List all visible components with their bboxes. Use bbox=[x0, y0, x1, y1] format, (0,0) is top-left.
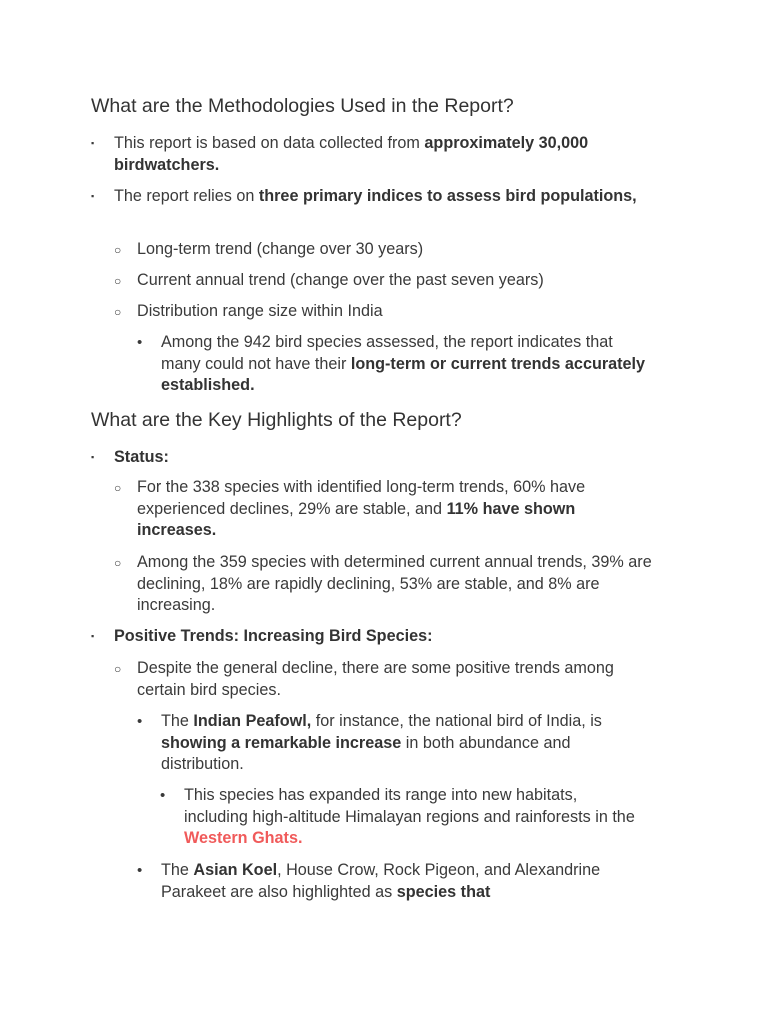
list-item-range-expansion: • This species has expanded its range into new habitats, including high-altitude Himalayan regions and rainforests in the Western Ghats. bbox=[160, 786, 635, 848]
dot-bullet-icon: • bbox=[160, 787, 166, 804]
square-bullet-icon: ▪ bbox=[91, 452, 95, 462]
dot-bullet-icon: • bbox=[137, 862, 143, 879]
square-bullet-icon: ▪ bbox=[91, 191, 95, 201]
circle-bullet-icon: ○ bbox=[114, 305, 122, 319]
list-item-data-source: ▪ This report is based on data collected from approximately 30,000 birdwatchers. bbox=[91, 134, 589, 174]
square-bullet-icon: ▪ bbox=[91, 631, 95, 641]
circle-bullet-icon: ○ bbox=[114, 243, 122, 257]
list-item-indices: ▪ The report relies on three primary indices to assess bird populations, bbox=[91, 186, 654, 208]
circle-bullet-icon: ○ bbox=[114, 274, 122, 288]
heading-highlights: What are the Key Highlights of the Report? bbox=[91, 409, 462, 431]
list-item-positive-trends: ▪ Positive Trends: Increasing Bird Species: bbox=[91, 626, 654, 648]
list-item-general-decline: ○ Despite the general decline, there are some positive trends among certain bird species. bbox=[114, 659, 614, 699]
dot-bullet-icon: • bbox=[137, 713, 143, 730]
circle-bullet-icon: ○ bbox=[114, 556, 122, 570]
list-item-distribution-range: ○ Distribution range size within India bbox=[114, 301, 652, 323]
list-item-species-assessed: • Among the 942 bird species assessed, the report indicates that many could not have their long-term or current trends accurately established. bbox=[137, 333, 646, 395]
list-item-indian-peafowl: • The Indian Peafowl, for instance, the national bird of India, is showing a remarkable increase in both abundance and distribution. bbox=[137, 712, 602, 774]
circle-bullet-icon: ○ bbox=[114, 481, 122, 495]
list-item-asian-koel: • The Asian Koel, House Crow, Rock Pigeon, and Alexandrine Parakeet are also highlighted as species that bbox=[137, 861, 601, 901]
list-item-long-term-trend: ○ Long-term trend (change over 30 years) bbox=[114, 239, 652, 261]
list-item-long-term-stats: ○ For the 338 species with identified long-term trends, 60% have experienced declines, 29% are stable, and 11% have shown increases. bbox=[114, 478, 586, 540]
dot-bullet-icon: • bbox=[137, 334, 143, 351]
circle-bullet-icon: ○ bbox=[114, 662, 122, 676]
list-item-annual-stats: ○ Among the 359 species with determined current annual trends, 39% are declining, 18% are rapidly declining, 53% are stable, and 8% are increasing. bbox=[114, 553, 652, 615]
western-ghats-highlight: Western Ghats. bbox=[184, 829, 303, 848]
heading-methodologies: What are the Methodologies Used in the Report? bbox=[91, 95, 514, 117]
square-bullet-icon: ▪ bbox=[91, 138, 95, 148]
list-item-status: ▪ Status: bbox=[91, 447, 654, 469]
list-item-current-annual-trend: ○ Current annual trend (change over the past seven years) bbox=[114, 270, 652, 292]
